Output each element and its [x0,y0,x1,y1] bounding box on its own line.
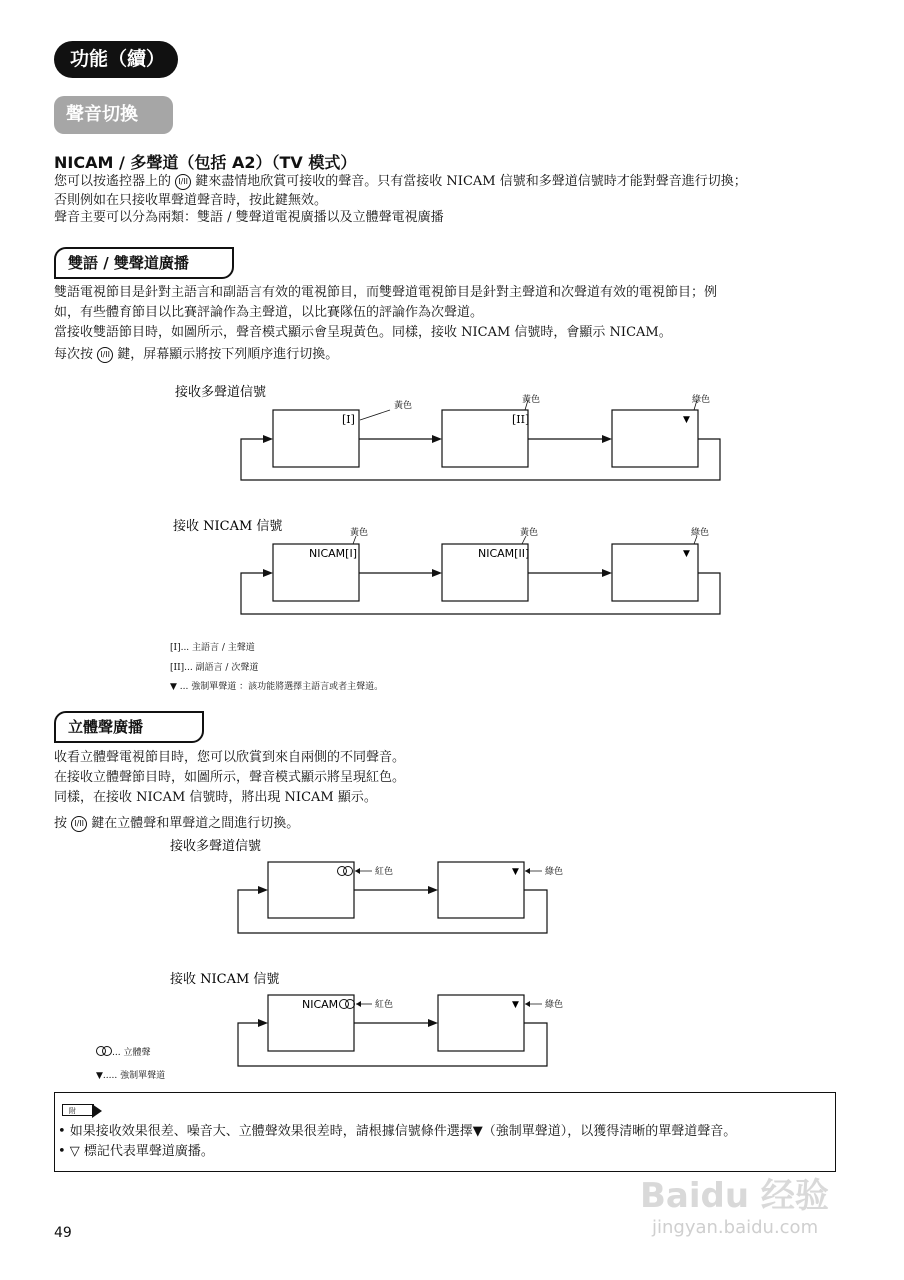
stereo-mark-icon [346,1000,355,1009]
nicam-label: NICAM [302,998,339,1011]
stereo-legend-icon [96,1045,112,1057]
arrow-icon [428,886,438,894]
bilingual-p4: 每次按 I/II 鍵，屏幕顯示將按下列順序進行切換。 [54,347,339,362]
nicam-intro-line2: 否則例如在只接收單聲道聲音時，按此鍵無效。 [54,193,328,208]
section-title: 功能（續） [54,41,178,78]
diagram-title: 接收多聲道信號 [175,385,267,400]
sound-key-icon: I/II [97,347,113,363]
arrow-icon [432,569,442,577]
arrow-icon [428,1019,438,1027]
legend-sub: [II]... 副語言 / 次聲道 [170,663,259,673]
color-label: 黃色 [394,401,413,411]
color-label: 黃色 [522,395,541,405]
arrow-icon [258,1019,268,1027]
legend-forced-mono: ▼..... 強制單聲道 [96,1071,166,1081]
svg-text:▼: ▼ [512,867,519,877]
bilingual-p1: 雙語電視節目是針對主語言和副語言有效的電視節目，而雙聲道電視節目是針對主聲道和次聲道有效的電視節目；例 [54,285,718,300]
channel-label: NICAM[I] [309,547,357,560]
color-label: 綠色 [691,528,710,538]
diagram-title: 接收多聲道信號 [170,839,262,854]
arrow-icon [258,886,268,894]
stereo-p2: 在接收立體聲節目時，如圖所示，聲音模式顯示將呈現紅色。 [54,770,406,785]
legend-mono: ▼ ... 強制單聲道 ：該功能將選擇主語言或者主聲道。 [170,682,384,692]
pointer-arrow-icon [355,868,360,874]
color-label: 綠色 [692,395,711,405]
arrow-icon [602,569,612,577]
nicam-intro-line1: 您可以按遙控器上的 I/II 鍵來盡情地欣賞可接收的聲音。只有當接收 NICAM 信號和多聲道信號時才能對聲音進行切換； [54,174,747,189]
stereo-p3: 同樣，在接收 NICAM 信號時，將出現 NICAM 顯示。 [54,790,377,805]
bilingual-p2: 如，有些體育節目以比賽評論作為主聲道，以比賽隊伍的評論作為次聲道。 [54,305,484,320]
arrow-icon [263,435,273,443]
legend-main: [I]... 主語言 / 主聲道 [170,643,255,653]
color-label: 紅色 [375,867,394,877]
bilingual-nicam-diagram [170,512,730,620]
channel-label: NICAM[II] [478,547,530,560]
diagram-title: 接收 NICAM 信號 [173,519,283,534]
stereo-multichannel-diagram [170,832,590,940]
color-label: 黃色 [520,528,539,538]
note-tab-arrow-icon [92,1104,102,1118]
sound-key-icon: I/II [71,816,87,832]
channel-label: [I] [342,413,355,426]
stereo-tab: 立體聲廣播 [54,711,204,743]
stereo-mark-icon [344,867,353,876]
color-label: 綠色 [545,867,564,877]
pointer-arrow-icon [356,1001,361,1007]
bilingual-multichannel-diagram [170,378,730,488]
color-label: 綠色 [545,1000,564,1010]
bilingual-p3: 當接收雙語節目時，如圖所示，聲音模式顯示會呈現黃色。同樣，接收 NICAM 信號時，會顯示 NICAM。 [54,325,672,340]
mono-mark-icon: ▼ [683,415,690,425]
svg-text:▼: ▼ [512,1000,519,1010]
arrow-icon [432,435,442,443]
subsection-title: 聲音切換 [54,96,173,134]
sound-key-icon: I/II [175,174,191,190]
legend-stereo: ... 立體聲 [112,1048,151,1058]
pointer-arrow-icon [525,1001,530,1007]
arrow-icon [602,435,612,443]
color-label: 紅色 [375,1000,394,1010]
diagram-title: 接收 NICAM 信號 [170,972,280,987]
watermark-url: jingyan.baidu.com [652,1217,819,1238]
stereo-p1: 收看立體聲電視節目時，您可以欣賞到來自兩側的不同聲音。 [54,750,406,765]
pointer-arrow-icon [525,868,530,874]
note-item-1: • 如果接收效果很差、噪音大、立體聲效果很差時，請根據信號條件選擇▼（強制單聲道），以獲得清晰的單聲道聲音。 [58,1124,737,1139]
arrow-icon [263,569,273,577]
stereo-nicam-diagram [170,965,590,1073]
watermark-brand: Baidu 经验 [640,1176,829,1216]
screen-box [268,862,354,918]
page-number: 49 [54,1225,72,1241]
note-label-icon: 附 [62,1104,94,1116]
nicam-heading: NICAM / 多聲道（包括 A2）（TV 模式） [54,153,357,172]
color-label: 黃色 [350,528,369,538]
mono-mark-icon: ▼ [683,549,690,559]
bilingual-tab: 雙語 / 雙聲道廣播 [54,247,234,279]
stereo-p4: 按 I/II 鍵在立體聲和單聲道之間進行切換。 [54,816,300,831]
nicam-intro-line3: 聲音主要可以分為兩類：雙語 / 雙聲道電視廣播以及立體聲電視廣播 [54,210,444,225]
channel-label: [II] [512,413,530,426]
note-item-2: • ▽ 標記代表單聲道廣播。 [58,1144,214,1159]
